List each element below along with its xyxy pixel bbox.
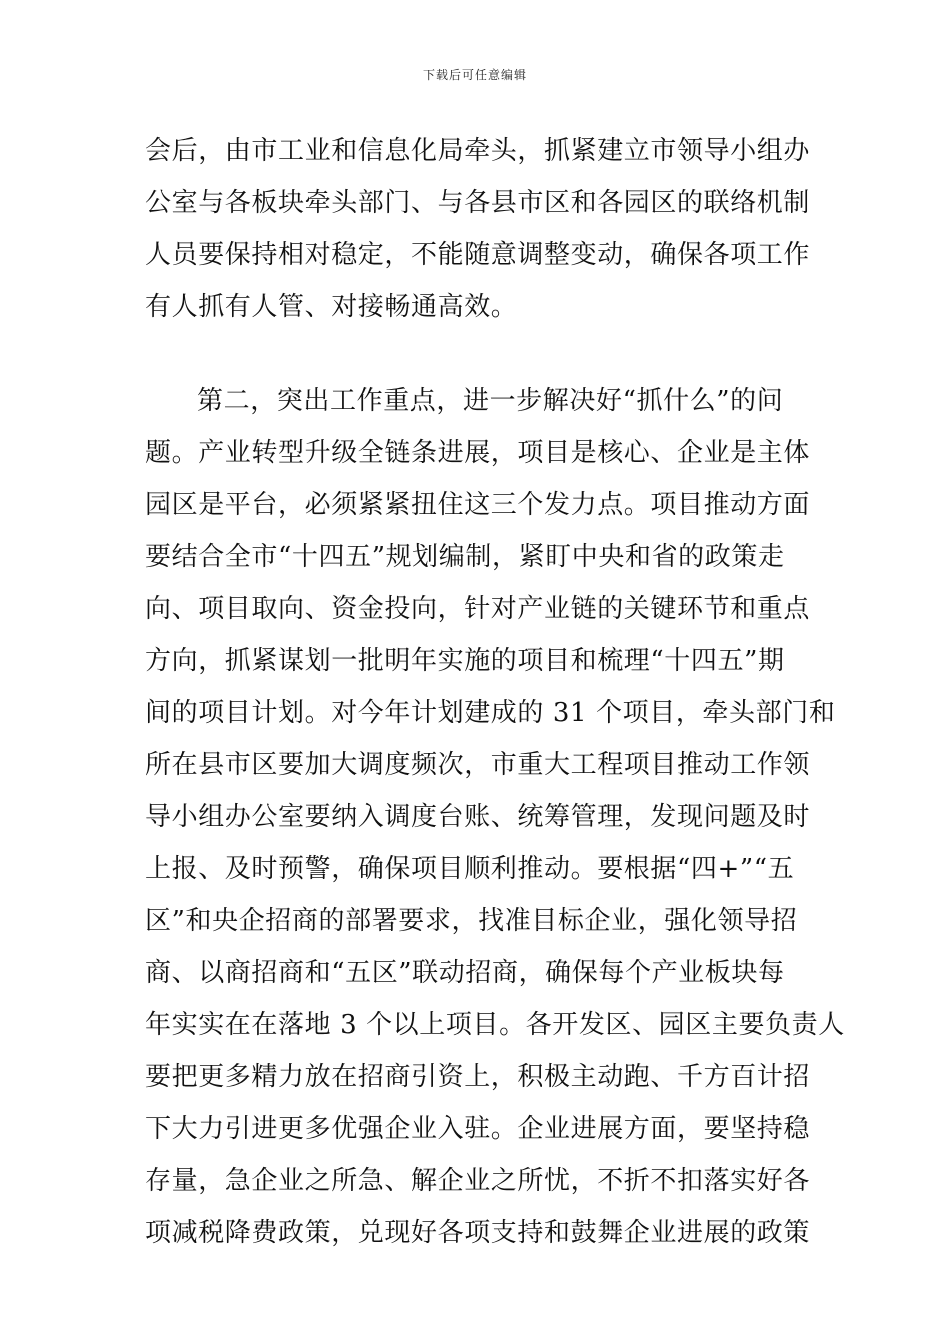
text-line: 题。产业转型升级全链条进展，项目是核心、企业是主体 bbox=[145, 438, 811, 468]
page-header: 下载后可任意编辑 bbox=[422, 68, 527, 82]
text-line: 存量，急企业之所急、解企业之所忧，不折不扣落实好各 bbox=[145, 1166, 811, 1196]
paragraph-1 bbox=[145, 125, 810, 333]
text-line: 要结合全市“十四五”规划编制，紧盯中央和省的政策走 bbox=[145, 542, 785, 572]
text-line: 人员要保持相对稳定，不能随意调整变动，确保各项工作 bbox=[145, 240, 811, 270]
text-line: 第二，突出工作重点，进一步解决好“抓什么”的问 bbox=[197, 386, 784, 416]
text-line: 间的项目计划。对今年计划建成的 31 个项目，牵头部门和 bbox=[145, 698, 836, 728]
text-line: 区”和央企招商的部署要求，找准目标企业，强化领导招 bbox=[145, 906, 798, 936]
text-line: 年实实在在落地 3 个以上项目。各开发区、园区主要负责人 bbox=[145, 1010, 845, 1040]
text-line: 园区是平台，必须紧紧扭住这三个发力点。项目推动方面 bbox=[145, 490, 811, 520]
text-line: 要把更多精力放在招商引资上，积极主动跑、千方百计招 bbox=[145, 1062, 811, 1092]
text-line: 商、以商招商和“五区”联动招商，确保每个产业板块每 bbox=[145, 958, 785, 988]
text-line: 向、项目取向、资金投向，针对产业链的关键环节和重点 bbox=[145, 594, 811, 624]
text-line: 有人抓有人管、对接畅通高效。 bbox=[145, 292, 518, 322]
text-line: 方向，抓紧谋划一批明年实施的项目和梳理“十四五”期 bbox=[145, 646, 785, 676]
text-line: 所在县市区要加大调度频次，市重大工程项目推动工作领 bbox=[145, 750, 811, 780]
text-line: 会后，由市工业和信息化局牵头，抓紧建立市领导小组办 bbox=[145, 136, 811, 166]
paragraph-2 bbox=[145, 375, 845, 1259]
text-line: 导小组办公室要纳入调度台账、统筹管理，发现问题及时 bbox=[145, 802, 811, 832]
text-line: 公室与各板块牵头部门、与各县市区和各园区的联络机制 bbox=[145, 188, 811, 218]
text-line: 下大力引进更多优强企业入驻。企业进展方面，要坚持稳 bbox=[145, 1114, 811, 1144]
text-line: 项减税降费政策，兑现好各项支持和鼓舞企业进展的政策 bbox=[145, 1218, 811, 1248]
text-line: 上报、及时预警，确保项目顺利推动。要根据“四+”“五 bbox=[145, 854, 795, 884]
